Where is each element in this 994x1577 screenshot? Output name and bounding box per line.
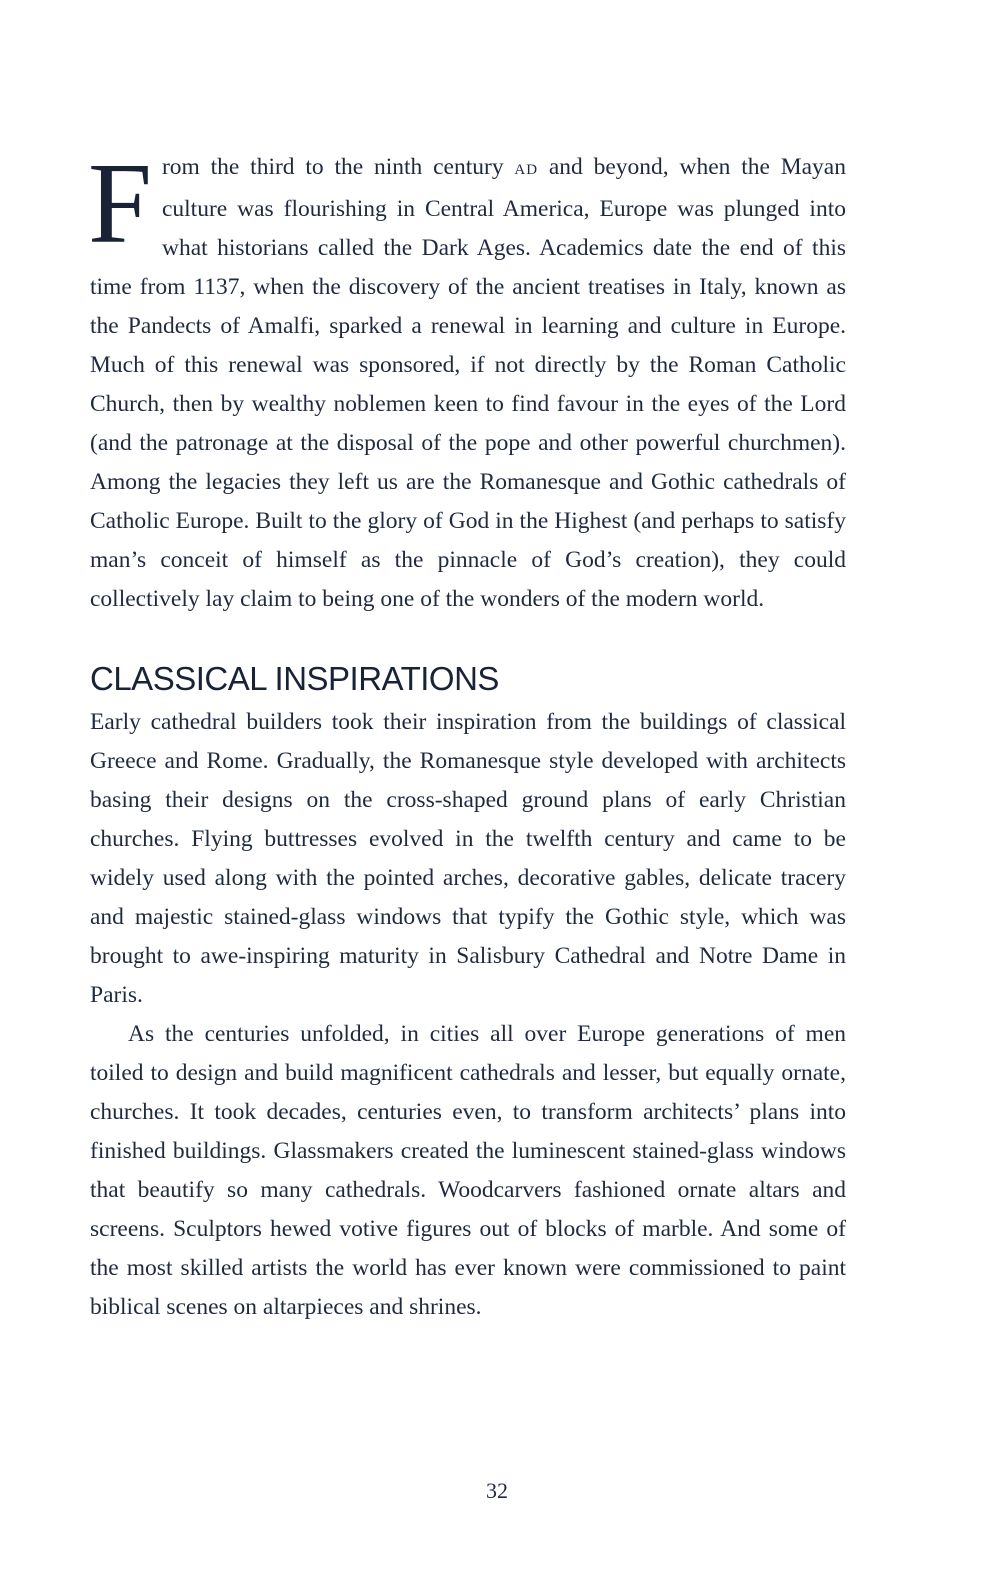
intro-paragraph — [88, 140, 846, 619]
section-paragraph-2: As the centuries unfolded, in cities all over Europe generations of men toiled to design and build magnificent cathedrals and lesser, but equally ornate, churches. It took decades, centuries even, to transform architects’ plans into finished buildings. Glassmakers created the luminescent stained-glass windows that beautify so many cathedrals. Woodcarvers fashioned ornate altars and screens. Sculptors hewed votive figures out of blocks of marble. And some of the most skilled artists the world has ever known were commissioned to paint biblical scenes on altarpieces and shrines. — [90, 1021, 846, 1320]
page-body — [88, 140, 846, 1327]
intro-text-start: rom the third to the ninth century — [161, 154, 515, 180]
era-abbreviation: AD — [514, 162, 539, 178]
section-paragraph-1: Early cathedral builders took their inspiration from the buildings of classical Greece and Rome. Gradually, the Romanesque style developed with architects basing their designs on the cross-shaped ground plans of early Christian churches. Flying buttresses evolved in the twelfth century and came to be widely used along with the pointed arches, decorative gables, delicate tracery and majestic stained-glass windows that typify the Gothic style, which was brought to awe-inspiring maturity in Salisbury Cathedral and Notre Dame in Paris. — [90, 709, 846, 1008]
intro-text-rest: and beyond, when the Mayan culture was flourishing in Central America, Europe was plunged into what historians called the Dark Ages. Academics date the end of this time from 1137, when the discovery of the ancient treatises in Italy, known as the Pandects of Amalfi, sparked a renewal in learning and culture in Europe. Much of this renewal was sponsored, if not directly by the Roman Catholic Church, then by wealthy noblemen keen to find favour in the eyes of the Lord (and the patronage at the disposal of the pope and other powerful churchmen). Among the legacies they left us are the Romanesque and Gothic cathedrals of Catholic Europe. Built to the glory of God in the Highest (and perhaps to satisfy man’s conceit of himself as the pinnacle of God’s creation), they could collectively lay claim to being one of the wonders of the modern world. — [90, 154, 846, 612]
section-heading: CLASSICAL INSPIRATIONS — [90, 660, 499, 697]
drop-cap: F — [88, 140, 152, 267]
page-number: 32 — [486, 1478, 508, 1503]
